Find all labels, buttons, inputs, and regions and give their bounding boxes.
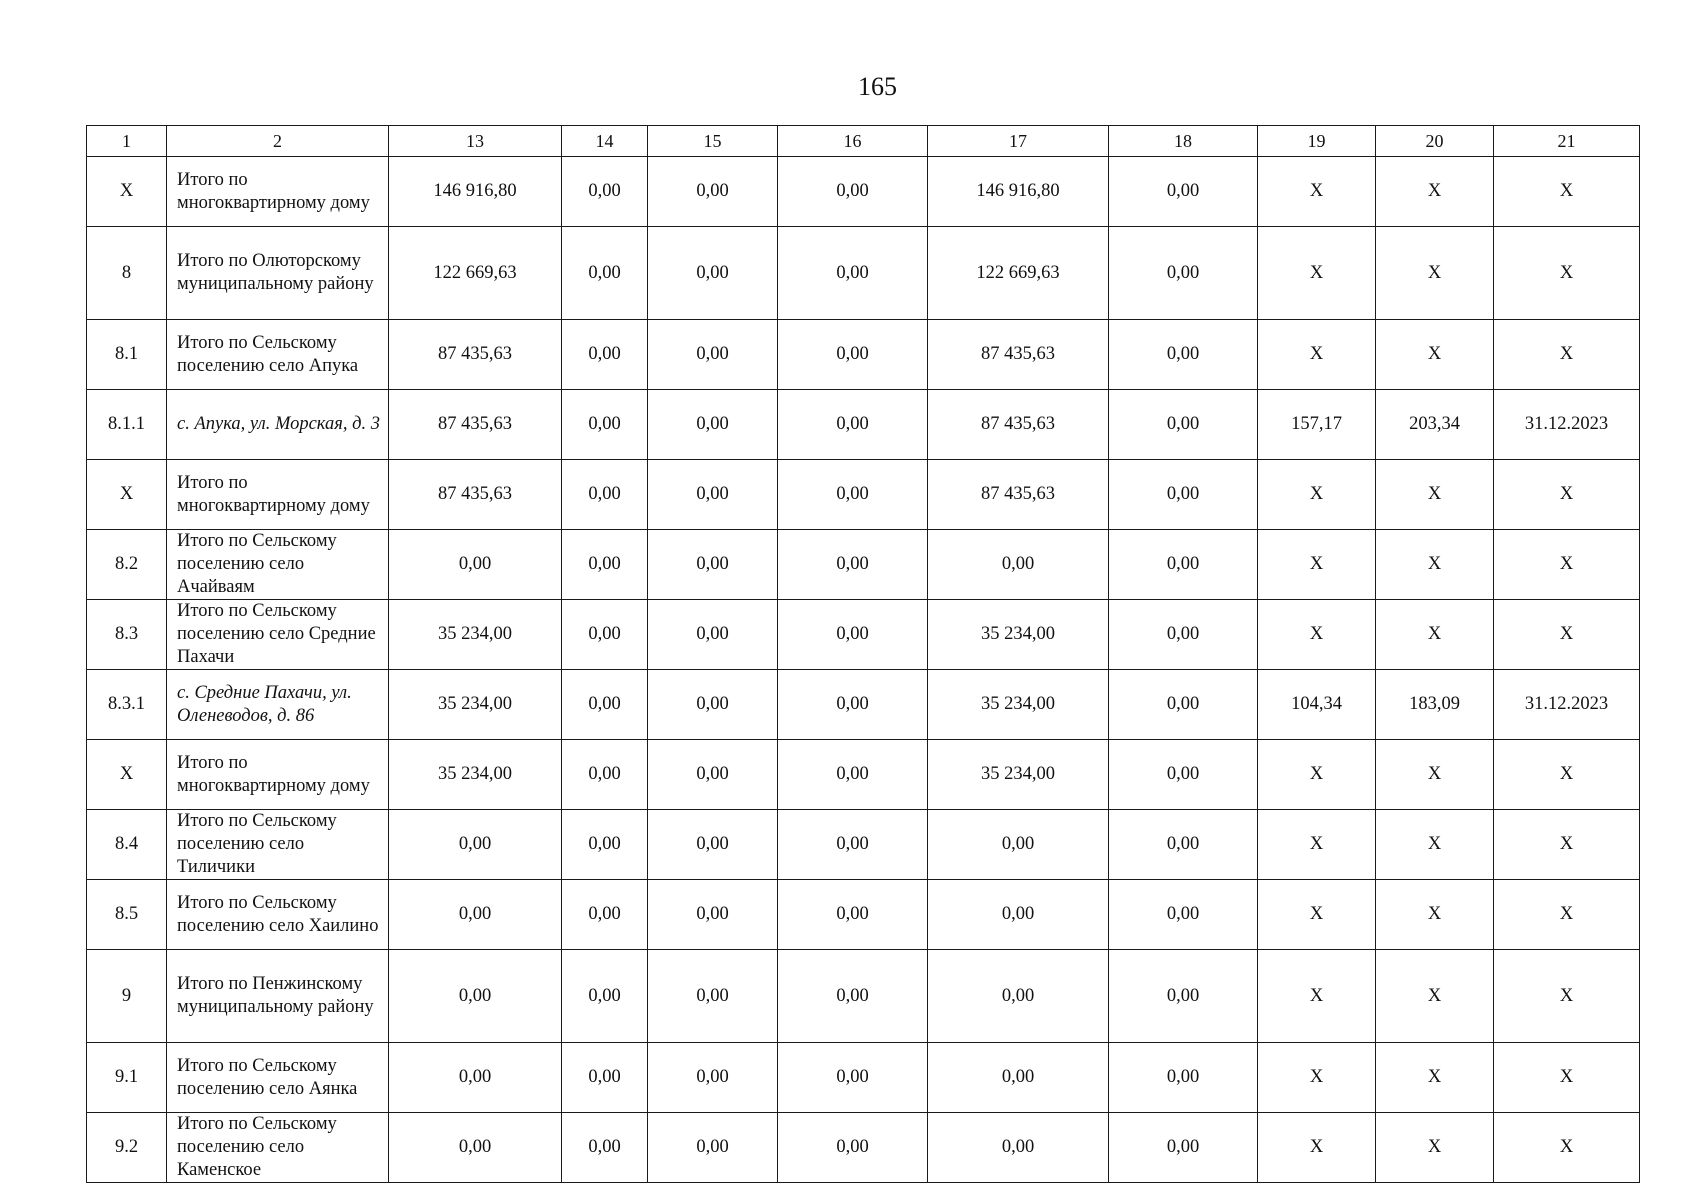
value-cell-col-14: 0,00 <box>562 227 648 320</box>
value-cell-col-13: 146 916,80 <box>389 157 562 227</box>
value-cell-col-15: 0,00 <box>648 810 778 880</box>
value-cell-col-18: 0,00 <box>1109 880 1258 950</box>
row-name-cell: Итого по Сельскому поселению село Средние Пахачи <box>167 600 389 670</box>
row-number-cell: 8.3.1 <box>87 670 167 740</box>
page-number: 165 <box>858 72 897 101</box>
column-header-1: 1 <box>87 126 167 157</box>
value-cell-col-16: 0,00 <box>778 1113 928 1183</box>
table-row <box>87 390 1640 460</box>
value-cell-col-14: 0,00 <box>562 390 648 460</box>
value-cell-col-16: 0,00 <box>778 460 928 530</box>
value-cell-col-16: 0,00 <box>778 810 928 880</box>
row-number-cell: X <box>87 740 167 810</box>
value-cell-col-13: 87 435,63 <box>389 460 562 530</box>
row-number-cell: 8.1.1 <box>87 390 167 460</box>
value-cell-col-16: 0,00 <box>778 320 928 390</box>
column-header-17: 17 <box>928 126 1109 157</box>
row-number-cell: X <box>87 157 167 227</box>
value-cell-col-20: X <box>1376 600 1494 670</box>
value-cell-col-18: 0,00 <box>1109 390 1258 460</box>
value-cell-col-20: X <box>1376 810 1494 880</box>
value-cell-col-14: 0,00 <box>562 1043 648 1113</box>
value-cell-col-17: 87 435,63 <box>928 320 1109 390</box>
value-cell-col-14: 0,00 <box>562 530 648 600</box>
column-header-21: 21 <box>1494 126 1640 157</box>
value-cell-col-15: 0,00 <box>648 227 778 320</box>
value-cell-col-17: 35 234,00 <box>928 600 1109 670</box>
row-number-cell: 8.3 <box>87 600 167 670</box>
value-cell-col-16: 0,00 <box>778 600 928 670</box>
value-cell-col-17: 146 916,80 <box>928 157 1109 227</box>
value-cell-col-14: 0,00 <box>562 460 648 530</box>
value-cell-col-21: X <box>1494 810 1640 880</box>
row-name-cell: Итого по Олюторскому муниципальному району <box>167 227 389 320</box>
value-cell-col-21: X <box>1494 530 1640 600</box>
value-cell-col-15: 0,00 <box>648 320 778 390</box>
value-cell-col-15: 0,00 <box>648 157 778 227</box>
row-number-cell: 8.1 <box>87 320 167 390</box>
row-name-cell: Итого по многоквартирному дому <box>167 157 389 227</box>
value-cell-col-20: X <box>1376 157 1494 227</box>
value-cell-col-14: 0,00 <box>562 1113 648 1183</box>
row-name-cell: Итого по Сельскому поселению село Аянка <box>167 1043 389 1113</box>
value-cell-col-18: 0,00 <box>1109 810 1258 880</box>
value-cell-col-21: X <box>1494 600 1640 670</box>
data-table <box>86 125 1640 1183</box>
row-number-cell: 9.1 <box>87 1043 167 1113</box>
value-cell-col-17: 35 234,00 <box>928 740 1109 810</box>
value-cell-col-19: X <box>1258 600 1376 670</box>
value-cell-col-20: X <box>1376 880 1494 950</box>
value-cell-col-21: X <box>1494 157 1640 227</box>
value-cell-col-18: 0,00 <box>1109 227 1258 320</box>
value-cell-col-21: X <box>1494 320 1640 390</box>
value-cell-col-14: 0,00 <box>562 810 648 880</box>
value-cell-col-20: 183,09 <box>1376 670 1494 740</box>
table-row <box>87 600 1640 670</box>
value-cell-col-18: 0,00 <box>1109 320 1258 390</box>
value-cell-col-14: 0,00 <box>562 880 648 950</box>
value-cell-col-16: 0,00 <box>778 880 928 950</box>
value-cell-col-19: X <box>1258 530 1376 600</box>
value-cell-col-15: 0,00 <box>648 1113 778 1183</box>
table-row <box>87 227 1640 320</box>
value-cell-col-18: 0,00 <box>1109 530 1258 600</box>
value-cell-col-19: 157,17 <box>1258 390 1376 460</box>
row-name-cell: с. Средние Пахачи, ул. Оленеводов, д. 86 <box>167 670 389 740</box>
value-cell-col-18: 0,00 <box>1109 157 1258 227</box>
row-number-cell: 8.5 <box>87 880 167 950</box>
value-cell-col-17: 0,00 <box>928 1113 1109 1183</box>
column-header-18: 18 <box>1109 126 1258 157</box>
value-cell-col-15: 0,00 <box>648 460 778 530</box>
value-cell-col-15: 0,00 <box>648 600 778 670</box>
value-cell-col-18: 0,00 <box>1109 1043 1258 1113</box>
value-cell-col-16: 0,00 <box>778 157 928 227</box>
value-cell-col-21: 31.12.2023 <box>1494 670 1640 740</box>
table-header-row <box>87 126 1640 157</box>
table-row <box>87 1113 1640 1183</box>
value-cell-col-17: 122 669,63 <box>928 227 1109 320</box>
value-cell-col-21: X <box>1494 950 1640 1043</box>
value-cell-col-14: 0,00 <box>562 670 648 740</box>
value-cell-col-20: 203,34 <box>1376 390 1494 460</box>
value-cell-col-13: 87 435,63 <box>389 390 562 460</box>
value-cell-col-14: 0,00 <box>562 157 648 227</box>
value-cell-col-17: 87 435,63 <box>928 390 1109 460</box>
value-cell-col-17: 0,00 <box>928 1043 1109 1113</box>
value-cell-col-13: 0,00 <box>389 810 562 880</box>
value-cell-col-21: X <box>1494 740 1640 810</box>
table-body <box>87 126 1640 1183</box>
row-name-cell: Итого по Сельскому поселению село Апука <box>167 320 389 390</box>
table-row <box>87 670 1640 740</box>
value-cell-col-19: X <box>1258 460 1376 530</box>
value-cell-col-14: 0,00 <box>562 950 648 1043</box>
row-name-cell: Итого по Сельскому поселению село Ачайваям <box>167 530 389 600</box>
column-header-2: 2 <box>167 126 389 157</box>
value-cell-col-20: X <box>1376 950 1494 1043</box>
value-cell-col-20: X <box>1376 740 1494 810</box>
value-cell-col-21: X <box>1494 1113 1640 1183</box>
value-cell-col-21: X <box>1494 460 1640 530</box>
value-cell-col-19: X <box>1258 810 1376 880</box>
value-cell-col-21: 31.12.2023 <box>1494 390 1640 460</box>
table-row <box>87 157 1640 227</box>
value-cell-col-17: 87 435,63 <box>928 460 1109 530</box>
row-name-cell: Итого по многоквартирному дому <box>167 460 389 530</box>
column-header-14: 14 <box>562 126 648 157</box>
value-cell-col-19: X <box>1258 227 1376 320</box>
value-cell-col-15: 0,00 <box>648 390 778 460</box>
value-cell-col-13: 35 234,00 <box>389 670 562 740</box>
value-cell-col-19: X <box>1258 320 1376 390</box>
value-cell-col-18: 0,00 <box>1109 460 1258 530</box>
value-cell-col-16: 0,00 <box>778 530 928 600</box>
row-number-cell: 9 <box>87 950 167 1043</box>
value-cell-col-15: 0,00 <box>648 950 778 1043</box>
value-cell-col-20: X <box>1376 460 1494 530</box>
column-header-16: 16 <box>778 126 928 157</box>
value-cell-col-17: 0,00 <box>928 810 1109 880</box>
value-cell-col-18: 0,00 <box>1109 950 1258 1043</box>
column-header-19: 19 <box>1258 126 1376 157</box>
table-row <box>87 810 1640 880</box>
value-cell-col-17: 0,00 <box>928 530 1109 600</box>
row-number-cell: 8 <box>87 227 167 320</box>
value-cell-col-20: X <box>1376 1113 1494 1183</box>
value-cell-col-16: 0,00 <box>778 670 928 740</box>
table-row <box>87 740 1640 810</box>
row-name-cell: с. Апука, ул. Морская, д. 3 <box>167 390 389 460</box>
value-cell-col-13: 0,00 <box>389 530 562 600</box>
column-header-13: 13 <box>389 126 562 157</box>
table-row <box>87 530 1640 600</box>
value-cell-col-19: X <box>1258 740 1376 810</box>
value-cell-col-14: 0,00 <box>562 600 648 670</box>
value-cell-col-13: 35 234,00 <box>389 600 562 670</box>
value-cell-col-16: 0,00 <box>778 227 928 320</box>
value-cell-col-13: 122 669,63 <box>389 227 562 320</box>
value-cell-col-14: 0,00 <box>562 740 648 810</box>
value-cell-col-15: 0,00 <box>648 740 778 810</box>
value-cell-col-19: X <box>1258 1043 1376 1113</box>
value-cell-col-14: 0,00 <box>562 320 648 390</box>
value-cell-col-20: X <box>1376 227 1494 320</box>
column-header-15: 15 <box>648 126 778 157</box>
value-cell-col-16: 0,00 <box>778 950 928 1043</box>
value-cell-col-13: 0,00 <box>389 880 562 950</box>
value-cell-col-13: 35 234,00 <box>389 740 562 810</box>
value-cell-col-19: 104,34 <box>1258 670 1376 740</box>
value-cell-col-15: 0,00 <box>648 880 778 950</box>
value-cell-col-21: X <box>1494 1043 1640 1113</box>
value-cell-col-20: X <box>1376 1043 1494 1113</box>
row-name-cell: Итого по Сельскому поселению село Тиличики <box>167 810 389 880</box>
value-cell-col-13: 0,00 <box>389 1043 562 1113</box>
value-cell-col-18: 0,00 <box>1109 600 1258 670</box>
value-cell-col-13: 0,00 <box>389 950 562 1043</box>
row-number-cell: 8.4 <box>87 810 167 880</box>
column-header-20: 20 <box>1376 126 1494 157</box>
row-name-cell: Итого по Сельскому поселению село Каменское <box>167 1113 389 1183</box>
row-name-cell: Итого по многоквартирному дому <box>167 740 389 810</box>
value-cell-col-16: 0,00 <box>778 740 928 810</box>
value-cell-col-15: 0,00 <box>648 1043 778 1113</box>
value-cell-col-19: X <box>1258 880 1376 950</box>
value-cell-col-19: X <box>1258 950 1376 1043</box>
table-row <box>87 460 1640 530</box>
row-name-cell: Итого по Пенжинскому муниципальному району <box>167 950 389 1043</box>
table-row <box>87 1043 1640 1113</box>
value-cell-col-15: 0,00 <box>648 530 778 600</box>
row-number-cell: X <box>87 460 167 530</box>
value-cell-col-18: 0,00 <box>1109 740 1258 810</box>
table-row <box>87 950 1640 1043</box>
value-cell-col-18: 0,00 <box>1109 1113 1258 1183</box>
value-cell-col-21: X <box>1494 880 1640 950</box>
table-row <box>87 880 1640 950</box>
value-cell-col-13: 87 435,63 <box>389 320 562 390</box>
row-number-cell: 9.2 <box>87 1113 167 1183</box>
row-name-cell: Итого по Сельскому поселению село Хаилино <box>167 880 389 950</box>
table-row <box>87 320 1640 390</box>
value-cell-col-17: 0,00 <box>928 950 1109 1043</box>
value-cell-col-16: 0,00 <box>778 390 928 460</box>
value-cell-col-19: X <box>1258 157 1376 227</box>
value-cell-col-17: 35 234,00 <box>928 670 1109 740</box>
value-cell-col-15: 0,00 <box>648 670 778 740</box>
value-cell-col-16: 0,00 <box>778 1043 928 1113</box>
value-cell-col-20: X <box>1376 530 1494 600</box>
value-cell-col-18: 0,00 <box>1109 670 1258 740</box>
value-cell-col-17: 0,00 <box>928 880 1109 950</box>
value-cell-col-20: X <box>1376 320 1494 390</box>
value-cell-col-19: X <box>1258 1113 1376 1183</box>
value-cell-col-21: X <box>1494 227 1640 320</box>
value-cell-col-13: 0,00 <box>389 1113 562 1183</box>
row-number-cell: 8.2 <box>87 530 167 600</box>
